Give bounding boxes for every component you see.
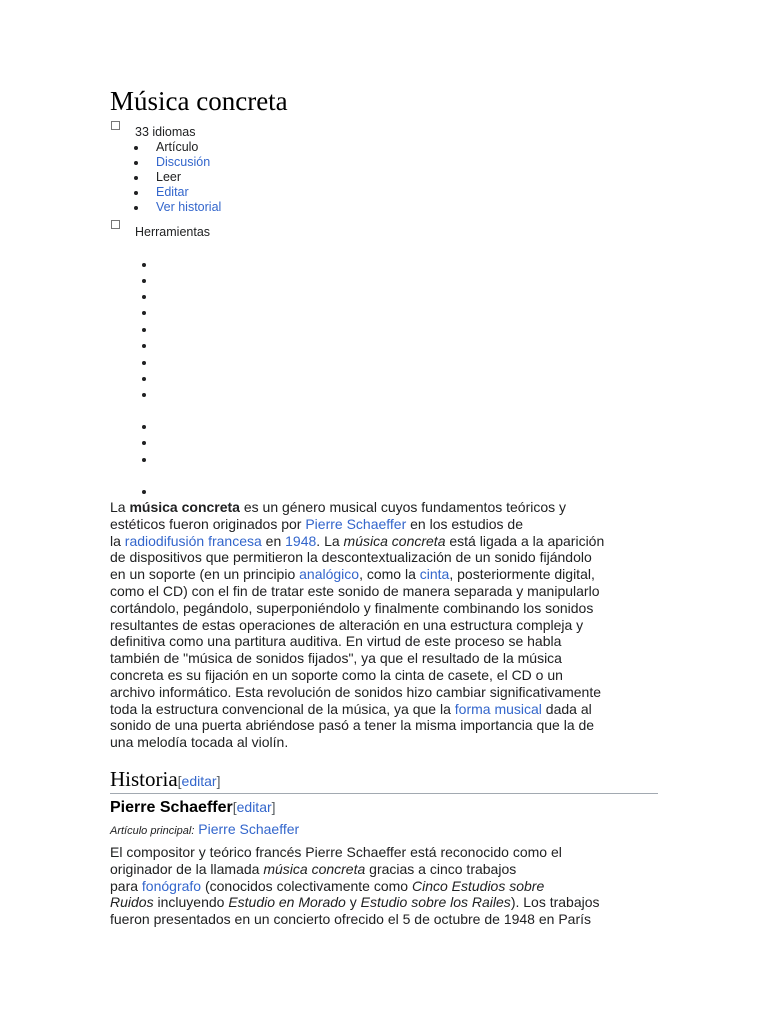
text-run: resultantes de estas operaciones de alteración en una estructura compleja y	[110, 616, 584, 633]
text-run: la	[110, 532, 125, 549]
italic-text: música concreta	[263, 860, 366, 877]
view-edit-link[interactable]: Editar	[156, 185, 189, 199]
text-run: archivo informático. Esta revolución de sonidos hizo cambiar significativamente	[110, 683, 602, 700]
text-line	[110, 861, 670, 878]
inline-link[interactable]: Pierre Schaeffer	[305, 515, 407, 532]
section-heading-text: Historia	[110, 767, 178, 791]
text-line	[110, 717, 670, 734]
text-run: en un soporte (en un principio	[110, 566, 300, 583]
text-run: definitiva como una partitura auditiva. En virtud de este proceso se habla	[110, 633, 562, 650]
inline-link[interactable]: fonógrafo	[141, 877, 202, 894]
text-run: , posteriormente digital,	[449, 566, 595, 583]
italic-text: música concreta	[343, 532, 446, 549]
text-run: y	[345, 894, 361, 911]
text-line	[110, 549, 670, 566]
italic-text: Ruidos	[110, 894, 154, 911]
inline-link[interactable]: 1948	[285, 532, 317, 549]
view-article[interactable]: Artículo	[156, 140, 199, 154]
edit-bracket: ]	[216, 773, 221, 789]
inline-link[interactable]: analógico	[299, 566, 360, 583]
hatnote-prefix: Artículo principal:	[110, 825, 195, 837]
languages-checkbox[interactable]	[111, 121, 120, 130]
text-run: La	[110, 499, 130, 515]
text-run: (conocidos colectivamente como	[201, 877, 412, 894]
text-run: una melodía tocada al violín.	[110, 734, 289, 751]
section-heading-historia	[110, 765, 658, 794]
empty-list-item	[142, 393, 146, 397]
text-line	[110, 617, 670, 634]
inline-link[interactable]: cinta	[419, 566, 450, 583]
text-run: de dispositivos que permitieron la descontextualización de un sonido fijándolo	[110, 549, 592, 566]
inline-link[interactable]: forma musical	[454, 700, 542, 717]
italic-text: Cinco Estudios sobre	[411, 877, 545, 894]
tools-label[interactable]: Herramientas	[135, 225, 211, 239]
hatnote-link[interactable]: Pierre Schaeffer	[198, 821, 300, 837]
hatnote	[110, 820, 299, 840]
text-run: estéticos fueron originados por	[110, 515, 306, 532]
text-line	[110, 633, 670, 650]
text-run: toda la estructura convencional de la música, ya que la	[110, 700, 455, 717]
schaeffer-paragraph	[110, 844, 670, 928]
empty-list-item	[142, 441, 146, 445]
text-line	[110, 583, 670, 600]
subsection-edit	[233, 799, 276, 815]
text-run: incluyendo	[153, 894, 229, 911]
text-run: , como la	[359, 566, 420, 583]
empty-list-item	[142, 279, 146, 283]
text-line	[110, 533, 670, 550]
text-run: . La	[316, 532, 344, 549]
text-run: está ligada a la aparición	[445, 532, 605, 549]
italic-text: Estudio en Morado	[228, 894, 346, 911]
empty-list-item	[142, 328, 146, 332]
inline-link[interactable]: radiodifusión francesa	[124, 532, 262, 549]
view-read[interactable]: Leer	[156, 170, 182, 184]
text-run: en los estudios de	[406, 515, 523, 532]
text-run: El compositor y teórico francés Pierre Schaeffer está reconocido como el	[110, 844, 562, 860]
empty-list-item	[142, 311, 146, 315]
edit-bracket: [	[177, 773, 182, 789]
text-run: originador de la llamada	[110, 860, 264, 877]
text-run: cortándolo, pegándolo, superponiéndolo y finalmente combinando los sonidos	[110, 599, 594, 616]
text-run: para	[110, 877, 142, 894]
text-line	[110, 667, 670, 684]
text-line	[110, 894, 670, 911]
text-line	[110, 499, 670, 516]
text-run: fueron presentados en un concierto ofrecido el 5 de octubre de 1948 en París	[110, 911, 591, 928]
text-line	[110, 734, 670, 751]
text-run: también de "música de sonidos fijados", ya que el resultado de la música	[110, 650, 562, 667]
bold-text: música concreta	[129, 499, 240, 515]
intro-paragraph	[110, 499, 670, 751]
text-line	[110, 600, 670, 617]
empty-list-item	[142, 361, 146, 365]
empty-list-item	[142, 490, 146, 494]
text-run: gracias a cinco trabajos	[365, 860, 517, 877]
subsection-heading-pierre-schaeffer	[110, 796, 276, 819]
text-run: dada al	[541, 700, 592, 717]
text-run: ). Los trabajos	[510, 894, 600, 911]
page-title: Música concreta	[110, 86, 288, 116]
view-history-link[interactable]: Ver historial	[156, 200, 222, 214]
subsection-heading-text: Pierre Schaeffer	[110, 799, 233, 816]
empty-list-item	[142, 263, 146, 267]
text-run: es un género musical cuyos fundamentos teóricos y	[239, 499, 567, 515]
edit-bracket: [	[232, 799, 237, 815]
subsection-edit-link[interactable]: editar	[236, 799, 272, 815]
text-line	[110, 878, 670, 895]
empty-list-item	[142, 295, 146, 299]
section-edit-link[interactable]: editar	[181, 773, 217, 789]
section-edit	[178, 773, 221, 789]
text-run: sonido de una puerta abriéndose pasó a tener la misma importancia que la de	[110, 717, 595, 734]
italic-text: Estudio sobre los Railes	[360, 894, 511, 911]
text-run: como el CD) con el fin de tratar este sonido de manera separada y manipularlo	[110, 582, 600, 599]
text-line	[110, 701, 670, 718]
text-line	[110, 684, 670, 701]
text-line	[110, 650, 670, 667]
text-line	[110, 516, 670, 533]
text-line	[110, 566, 670, 583]
view-discussion-link[interactable]: Discusión	[156, 155, 211, 169]
empty-list-item	[142, 425, 146, 429]
text-run: en	[261, 532, 286, 549]
text-line	[110, 844, 670, 861]
text-run: concreta es su fijación en un soporte como la cinta de casete, el CD o un	[110, 666, 563, 683]
tools-checkbox[interactable]	[111, 220, 120, 229]
empty-list-item	[142, 458, 146, 462]
empty-list-item	[142, 344, 146, 348]
empty-list-item	[142, 377, 146, 381]
edit-bracket: ]	[271, 799, 276, 815]
text-line	[110, 911, 670, 928]
languages-label[interactable]: 33 idiomas	[135, 125, 196, 139]
